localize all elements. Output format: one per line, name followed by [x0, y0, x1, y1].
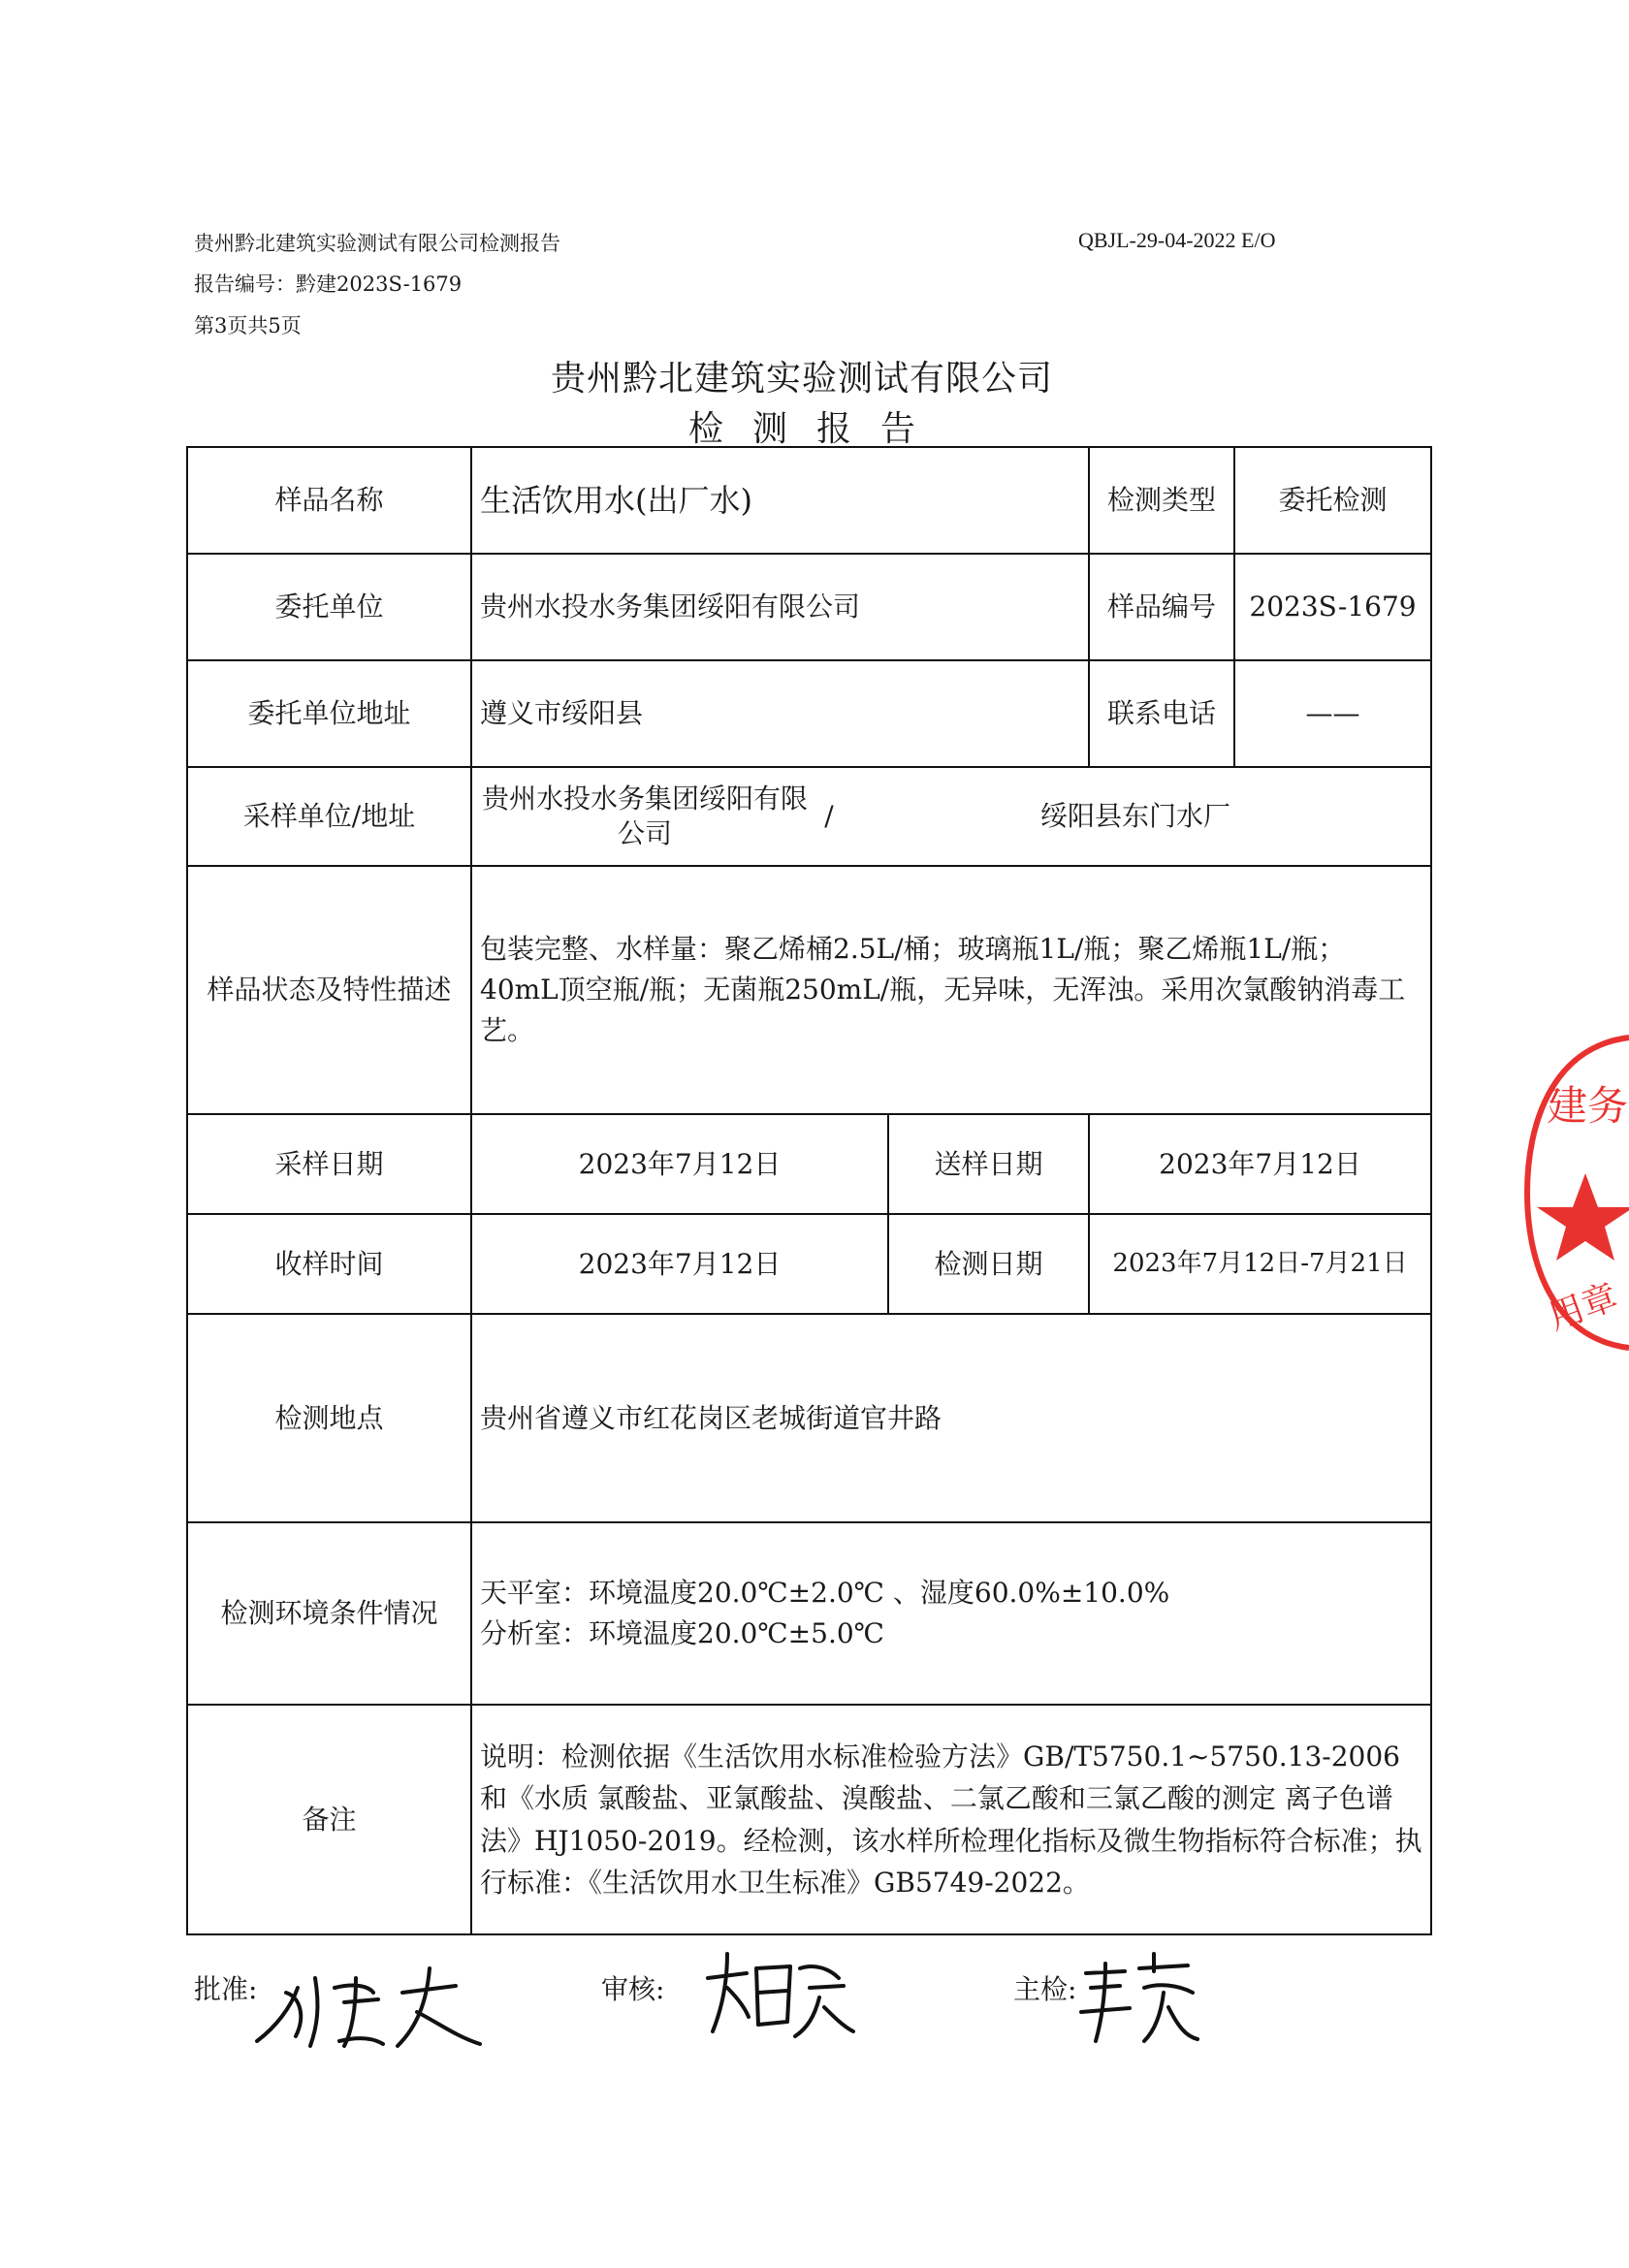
inspect-label: 主检:: [1013, 1973, 1077, 2005]
sample-state-value: 包装完整、水样量：聚乙烯桶2.5L/桶；玻璃瓶1L/瓶；聚乙烯瓶1L/瓶；40mL顶空瓶/瓶；无菌瓶250mL/瓶，无异味，无浑浊。采用次氯酸钠消毒工艺。: [471, 866, 1431, 1114]
delivery-date-value: 2023年7月12日: [1089, 1114, 1431, 1214]
sampling-date-value: 2023年7月12日: [471, 1114, 888, 1214]
header-report-number: 报告编号：黔建2023S-1679: [194, 272, 463, 296]
review-label: 审核:: [601, 1973, 665, 2005]
approver-signature-icon: [247, 1949, 499, 2056]
row-sample-state: [187, 866, 1431, 1114]
row-environment: [187, 1522, 1431, 1705]
row-remark: [187, 1705, 1431, 1934]
phone-label: 联系电话: [1089, 660, 1234, 767]
test-type-value: 委托检测: [1234, 447, 1431, 554]
header-company-report: 贵州黔北建筑实验测试有限公司检测报告: [194, 232, 560, 255]
client-address-value: 遵义市绥阳县: [471, 660, 1089, 767]
environment-line-2: 分析室：环境温度20.0℃±5.0℃: [480, 1617, 884, 1649]
test-date-value: 2023年7月12日-7月21日: [1089, 1214, 1431, 1314]
phone-value: ——: [1234, 660, 1431, 767]
environment-value: [471, 1522, 1431, 1705]
receive-time-value: 2023年7月12日: [471, 1214, 888, 1314]
company-seal-icon: [1513, 1028, 1629, 1358]
sampler-label: 采样单位/地址: [187, 767, 471, 866]
sampler-separator: /: [824, 800, 834, 832]
approve-label: 批准:: [194, 1973, 258, 2005]
header-form-code: QBJL-29-04-2022 E/O: [1078, 228, 1276, 252]
sampler-value: [471, 767, 1431, 866]
environment-label: 检测环境条件情况: [187, 1522, 471, 1705]
row-sample-name: [187, 447, 1431, 554]
report-table: [186, 446, 1432, 1935]
sample-name-label: 样品名称: [187, 447, 471, 554]
sample-no-label: 样品编号: [1089, 554, 1234, 660]
svg-text:建务: 建务: [1547, 1082, 1629, 1130]
sample-name-value: 生活饮用水(出厂水): [471, 447, 1089, 554]
row-client: [187, 554, 1431, 660]
title-company: 贵州黔北建筑实验测试有限公司: [550, 359, 1053, 399]
row-receive-time: [187, 1214, 1431, 1314]
test-date-label: 检测日期: [888, 1214, 1089, 1314]
receive-time-label: 收样时间: [187, 1214, 471, 1314]
header-page-number: 第3页共5页: [194, 314, 302, 337]
environment-line-1: 天平室：环境温度20.0℃±2.0℃ 、湿度60.0%±10.0%: [480, 1577, 1170, 1609]
location-label: 检测地点: [187, 1314, 471, 1522]
row-sampling-date: [187, 1114, 1431, 1214]
delivery-date-label: 送样日期: [888, 1114, 1089, 1214]
remark-label: 备注: [187, 1705, 471, 1934]
row-location: [187, 1314, 1431, 1522]
svg-text:用章: 用章: [1543, 1276, 1623, 1338]
row-client-address: [187, 660, 1431, 767]
inspector-signature-icon: [1071, 1944, 1207, 2051]
sample-state-label: 样品状态及特性描述: [187, 866, 471, 1114]
sampler-address: 绥阳县东门水厂: [1040, 800, 1231, 832]
row-sampler: [187, 767, 1431, 866]
sampler-name: 贵州水投水务集团绥阳有限公司: [481, 782, 808, 849]
reviewer-signature-icon: [698, 1939, 863, 2046]
sample-no-value: 2023S-1679: [1234, 554, 1431, 660]
client-address-label: 委托单位地址: [187, 660, 471, 767]
client-value: 贵州水投水务集团绥阳有限公司: [471, 554, 1089, 660]
location-value: 贵州省遵义市红花岗区老城街道官井路: [471, 1314, 1431, 1522]
remark-value: 说明：检测依据《生活饮用水标准检验方法》GB/T5750.1~5750.13-2006和《水质 氯酸盐、亚氯酸盐、溴酸盐、二氯乙酸和三氯乙酸的测定 离子色谱法》HJ1050-2019。经检测，该水样所检理化指标及微生物指标符合标准；执行标准：《生活饮用水卫生标准》GB5749-2022。: [471, 1705, 1431, 1934]
test-type-label: 检测类型: [1089, 447, 1234, 554]
sampling-date-label: 采样日期: [187, 1114, 471, 1214]
title-report: 检测报告: [687, 409, 944, 449]
client-label: 委托单位: [187, 554, 471, 660]
